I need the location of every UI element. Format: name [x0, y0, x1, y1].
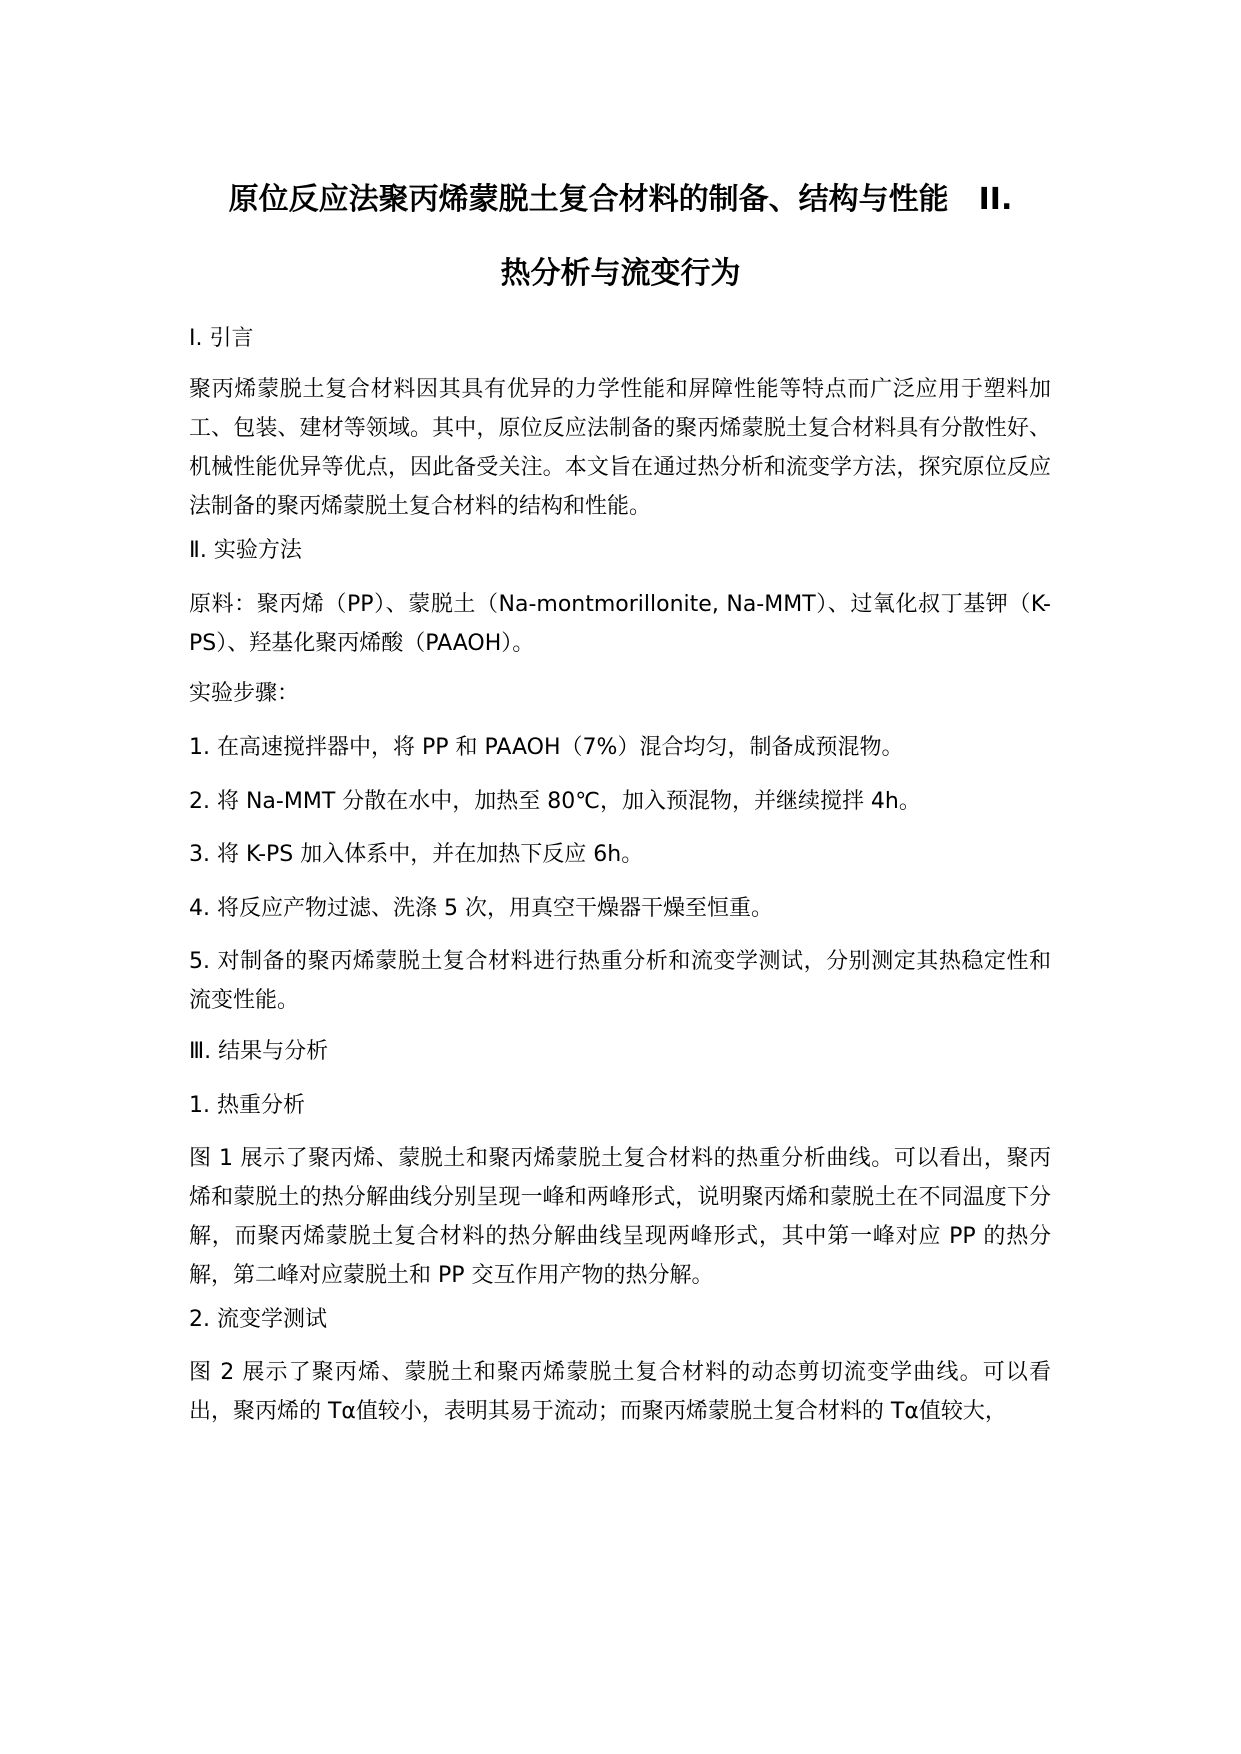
step-item-3: 3. 将 K-PS 加入体系中，并在加热下反应 6h。	[189, 842, 644, 867]
paragraph-rheology: 图 2 展示了聚丙烯、蒙脱土和聚丙烯蒙脱土复合材料的动态剪切流变学曲线。可以看出，聚丙烯的 Tα值较小，表明其易于流动；而聚丙烯蒙脱土复合材料的 Tα值较大，	[189, 1360, 1051, 1424]
step-item-4: 4. 将反应产物过滤、洗涤 5 次，用真空干燥器干燥至恒重。	[189, 896, 773, 921]
section-heading-results: Ⅲ. 结果与分析	[189, 1039, 329, 1064]
paragraph-introduction: 聚丙烯蒙脱土复合材料因其具有优异的力学性能和屏障性能等特点而广泛应用于塑料加工、包装、建材等领域。其中，原位反应法制备的聚丙烯蒙脱土复合材料具有分散性好、机械性能优异等优点，因此备受关注。本文旨在通过热分析和流变学方法，探究原位反应法制备的聚丙烯蒙脱土复合材料的结构和性能。	[189, 377, 1051, 519]
paragraph-materials: 原料：聚丙烯（PP）、蒙脱土（Na-montmorillonite, Na-MMT）、过氧化叔丁基钾（K-PS）、羟基化聚丙烯酸（PAAOH）。	[189, 592, 1051, 656]
step-item-2: 2. 将 Na-MMT 分散在水中，加热至 80℃，加入预混物，并继续搅拌 4h。	[189, 789, 921, 814]
step-item-5: 5. 对制备的聚丙烯蒙脱土复合材料进行热重分析和流变学测试，分别测定其热稳定性和流变性能。	[189, 949, 1051, 1013]
step-item-1: 1. 在高速搅拌器中，将 PP 和 PAAOH（7%）混合均匀，制备成预混物。	[189, 735, 904, 760]
title-line-2: 热分析与流变行为	[500, 256, 741, 291]
subheading-tga: 1. 热重分析	[189, 1093, 305, 1118]
section-heading-methods: Ⅱ. 实验方法	[189, 538, 302, 563]
paragraph-tga: 图 1 展示了聚丙烯、蒙脱土和聚丙烯蒙脱土复合材料的热重分析曲线。可以看出，聚丙烯和蒙脱土的热分解曲线分别呈现一峰和两峰形式，说明聚丙烯和蒙脱土在不同温度下分解，而聚丙烯蒙脱土复合材料的热分解曲线呈现两峰形式，其中第一峰对应 PP 的热分解，第二峰对应蒙脱土和 PP 交互作用产物的热分解。	[189, 1146, 1051, 1288]
steps-heading: 实验步骤：	[189, 681, 300, 706]
subheading-rheology: 2. 流变学测试	[189, 1307, 327, 1332]
section-heading-introduction: Ⅰ. 引言	[189, 326, 254, 351]
title-line-1: 原位反应法聚丙烯蒙脱土复合材料的制备、结构与性能 II.	[228, 182, 1013, 217]
